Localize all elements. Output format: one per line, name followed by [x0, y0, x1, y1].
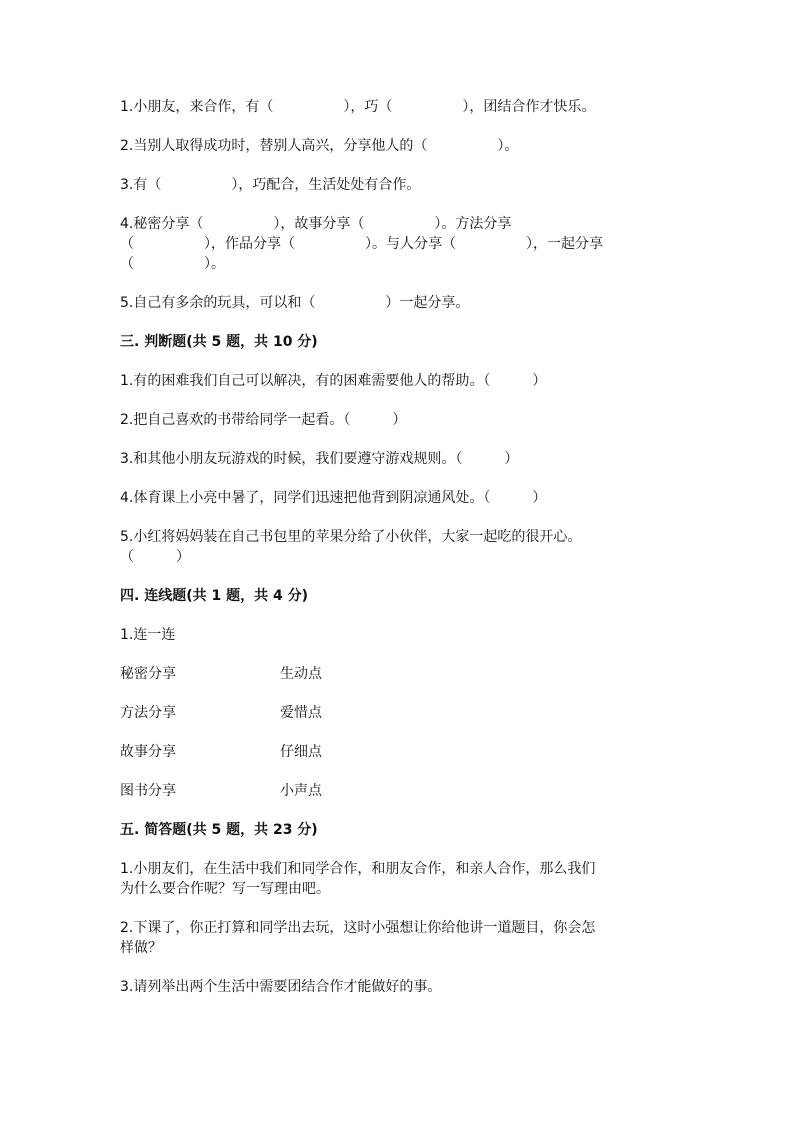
worksheet-page [120, 97, 680, 1016]
judgement-question-3 [120, 449, 680, 469]
matching-question: 1.连一连 [120, 627, 176, 643]
section-heading-short-answer: 五. 简答题(共 5 题，共 23 分) [120, 822, 318, 838]
question-line: 3.有（ ），巧配合，生活处处有合作。 [120, 177, 421, 193]
question-line: 5.自己有多余的玩具，可以和（ ）一起分享。 [120, 295, 470, 311]
matching-pair [120, 703, 680, 723]
matching-pair [120, 742, 680, 762]
question-line: 4.秘密分享（ ），故事分享（ ）。方法分享 [120, 216, 512, 232]
matching-pair [120, 781, 680, 801]
question-line: 3.和其他小朋友玩游戏的时候，我们要遵守游戏规则。（ ） [120, 451, 519, 467]
question-line: 2.把自己喜欢的书带给同学一起看。（ ） [120, 412, 407, 428]
question-line: 1.小朋友，来合作，有（ ），巧（ ），团结合作才快乐。 [120, 99, 596, 115]
question-line: 4.体育课上小亮中暑了，同学们迅速把他背到阴凉通风处。（ ） [120, 490, 547, 506]
matching-right-item: 爱惜点 [280, 705, 322, 721]
question-line: 2.当别人取得成功时，替别人高兴，分享他人的（ ）。 [120, 138, 519, 154]
fill-question-3 [120, 175, 680, 195]
matching-left-item: 图书分享 [120, 783, 176, 799]
question-line: （ ） [120, 549, 190, 565]
section-heading-matching: 四. 连线题(共 1 题，共 4 分) [120, 588, 308, 604]
question-line: 1.有的困难我们自己可以解决，有的困难需要他人的帮助。（ ） [120, 373, 547, 389]
matching-left-item: 故事分享 [120, 744, 176, 760]
short-answer-question-1 [120, 859, 680, 899]
judgement-question-2 [120, 410, 680, 430]
short-answer-question-3 [120, 977, 680, 997]
matching-right-item: 仔细点 [280, 744, 322, 760]
fill-question-2 [120, 136, 680, 156]
short-answer-question-2 [120, 918, 680, 958]
question-line: 3.请列举出两个生活中需要团结合作才能做好的事。 [120, 979, 442, 995]
question-line: 5.小红将妈妈装在自己书包里的苹果分给了小伙伴，大家一起吃的很开心。 [120, 529, 582, 545]
question-line: 1.小朋友们，在生活中我们和同学合作，和朋友合作，和亲人合作，那么我们 [120, 861, 596, 877]
question-line: （ ）。 [120, 256, 225, 272]
question-line: 样做？ [120, 940, 162, 956]
matching-left-item: 秘密分享 [120, 666, 176, 682]
question-line: 2.下课了，你正打算和同学出去玩，这时小强想让你给他讲一道题目，你会怎 [120, 920, 596, 936]
fill-question-5 [120, 293, 680, 313]
section-heading-judgement: 三. 判断题(共 5 题，共 10 分) [120, 334, 318, 350]
fill-question-1 [120, 97, 680, 117]
question-line: （ ），作品分享（ ）。与人分享（ ），一起分享 [120, 236, 603, 252]
matching-right-item: 生动点 [280, 666, 322, 682]
matching-pair [120, 664, 680, 684]
question-line: 为什么要合作呢？写一写理由吧。 [120, 881, 330, 897]
judgement-question-1 [120, 371, 680, 391]
judgement-question-5 [120, 527, 680, 567]
fill-question-4 [120, 214, 680, 274]
matching-left-item: 方法分享 [120, 705, 176, 721]
matching-right-item: 小声点 [280, 783, 322, 799]
judgement-question-4 [120, 488, 680, 508]
